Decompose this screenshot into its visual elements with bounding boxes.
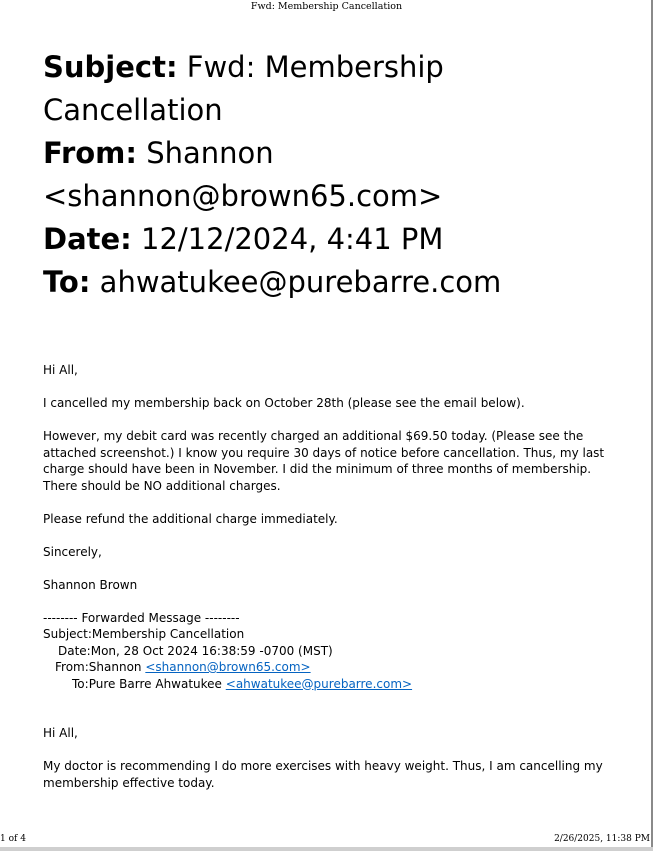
date-label: Date: [43,222,132,256]
forwarded-message [43,610,613,792]
paragraph-3: Please refund the additional charge immediately. [43,511,338,526]
page-number: 1 of 4 [0,834,26,844]
subject-line [43,46,633,89]
forwarded-from-name: Shannon [88,660,146,674]
to-label: To: [43,265,91,299]
forwarded-paragraph-1: My doctor is recommending I do more exercises with heavy weight. Thus, I am cancelling my membership effective today. [43,759,603,790]
email-headers [43,46,633,304]
forwarded-subject-label: Subject: [43,627,92,641]
forwarded-to-row [43,676,613,693]
forwarded-subject-value: Membership Cancellation [91,627,245,641]
to-line [43,261,633,304]
forwarded-date-label: Date: [58,643,91,658]
date-line [43,218,633,261]
subject-value-continued: Cancellation [43,93,223,127]
from-email: <shannon@brown65.com> [43,179,443,213]
greeting: Hi All, [43,363,78,377]
date-value: 12/12/2024, 4:41 PM [141,222,444,256]
forwarded-greeting: Hi All, [43,726,78,740]
forwarded-from-row [43,659,613,676]
closing: Sincerely, [43,544,102,559]
forwarded-separator: -------- Forwarded Message -------- [43,610,240,625]
subject-line-continued [43,89,633,132]
forwarded-from-email-link[interactable]: <shannon@brown65.com> [145,660,311,674]
print-header-title: Fwd: Membership Cancellation [250,1,403,12]
paragraph-2: However, my debit card was recently charged an additional $69.50 today. (Please see the attached screenshot.) I know you require 30 days of notice before cancellation. Thus, my last charge should have been in November. I did the minimum of three months of membership. There should be NO additional charges. [43,429,605,493]
email-body [43,362,613,791]
page-border-bottom [0,847,653,851]
forwarded-from-label: From: [55,660,89,674]
paragraph-1: I cancelled my membership back on October 28th (please see the email below). [43,396,525,410]
from-label: From: [43,136,137,170]
forwarded-subject-row [43,626,613,643]
subject-label: Subject: [43,50,178,84]
from-line-continued [43,175,633,218]
print-timestamp: 2/26/2025, 11:38 PM [554,834,650,844]
forwarded-to-name: Pure Barre Ahwatukee [88,676,226,691]
forwarded-date-row [43,643,613,660]
forwarded-to-label: To: [72,676,89,691]
forwarded-date-value: Mon, 28 Oct 2024 16:38:59 -0700 (MST) [90,643,333,658]
from-line [43,132,633,175]
signature: Shannon Brown [43,577,138,592]
forwarded-to-email-link[interactable]: <ahwatukee@purebarre.com> [225,676,413,691]
from-value: Shannon [146,136,274,170]
subject-value: Fwd: Membership [186,50,444,84]
to-value: ahwatukee@purebarre.com [99,265,502,299]
